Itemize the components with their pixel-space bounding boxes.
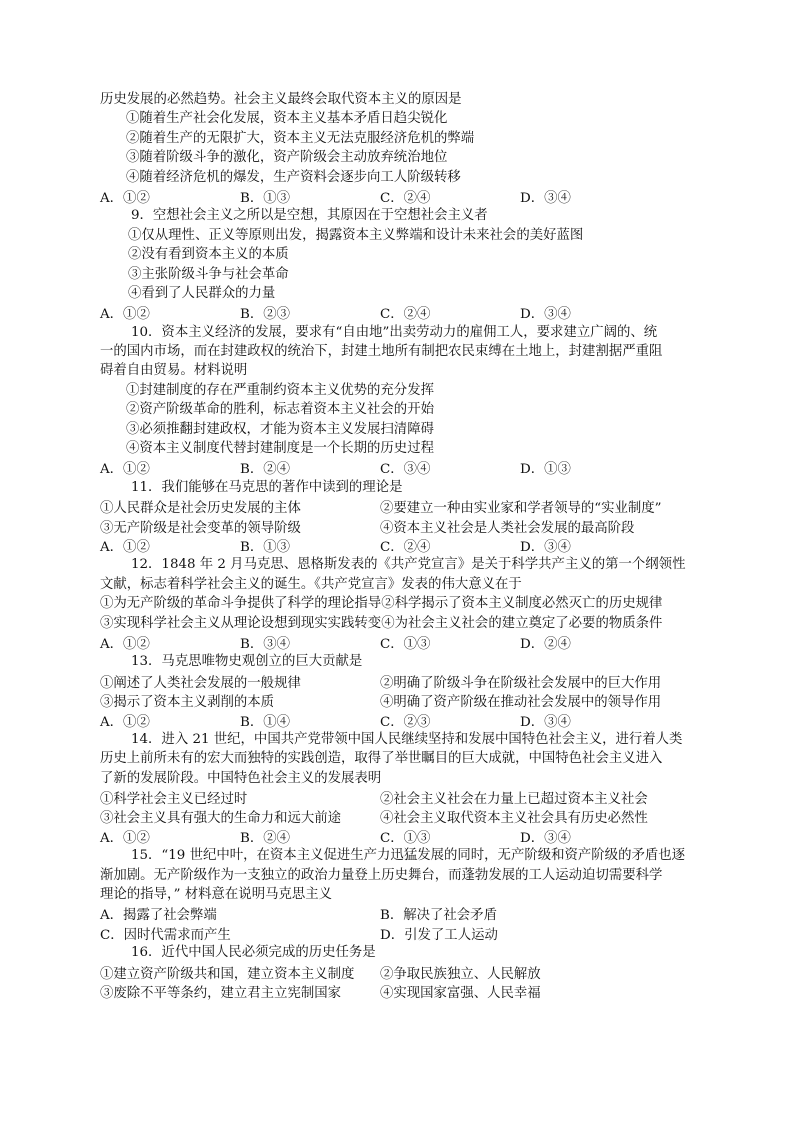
statement: ③实现科学社会主义从理论设想到现实实践转变④为社会主义社会的建立奠定了必要的物质条件: [100, 615, 663, 631]
statement: ②明确了阶级斗争在阶级社会发展中的巨大作用: [380, 675, 662, 691]
option-a: A．①②: [100, 190, 150, 206]
option-c: C．①③: [380, 830, 431, 846]
statement: ①随着生产社会化发展，资本主义基本矛盾日趋尖锐化: [126, 111, 448, 127]
answer-options: [100, 633, 700, 652]
statement: ②资产阶级革命的胜利，标志着资本主义社会的开始: [126, 402, 434, 418]
exam-page: [100, 90, 700, 1001]
question-16-stem: 16．近代中国人民必须完成的历史任务是: [131, 945, 376, 961]
statement: ②要建立一种由实业家和学者领导的“实业制度”: [380, 501, 662, 517]
statement-row: [100, 982, 700, 1001]
statement: ③随着阶级斗争的激化，资产阶级会主动放弃统治地位: [126, 150, 448, 166]
statement: ③废除不平等条约，建立君主立宪制国家: [100, 985, 342, 1001]
statement: ②没有看到资本主义的本质: [128, 247, 289, 263]
question-8-stem: 历史发展的必然趋势。社会主义最终会取代资本主义的原因是: [100, 92, 462, 107]
option-d: D．③④: [520, 307, 571, 323]
statement-row: [100, 807, 700, 826]
option-a: A．①②: [100, 714, 150, 730]
option-c: C．因时代需求而产生: [100, 927, 231, 943]
statement: ③揭示了资本主义剥削的本质: [100, 695, 275, 711]
answer-options: [100, 303, 700, 322]
question-12: [100, 555, 700, 652]
option-a: A．①②: [100, 539, 150, 555]
statement: ②社会主义社会在力量上已超过资本主义社会: [380, 792, 648, 808]
question-13-stem: 13．马克思唯物史观创立的巨大贡献是: [131, 654, 363, 670]
option-c: C．②④: [380, 190, 431, 206]
question-8: [100, 90, 700, 206]
question-9: [100, 206, 700, 322]
question-14-stem: 14．进入 21 世纪，中国共产党带领中国人民继续坚持和发展中国特色社会主义，进行着人类: [131, 731, 683, 747]
statement: ①仅从理性、正义等原则出发，揭露资本主义弊端和设计未来社会的美好蓝图: [128, 227, 584, 243]
statement-row: [100, 691, 700, 710]
statement-row: [100, 788, 700, 807]
question-14-stem: 历史上前所未有的宏大而独特的实践创造，取得了举世瞩目的巨大成就，中国特色社会主义进入: [100, 751, 663, 767]
answer-options: [100, 711, 700, 730]
option-d: D．③④: [520, 190, 571, 206]
question-10: [100, 323, 700, 478]
option-d: D．引发了工人运动: [380, 927, 498, 943]
option-b: B．①③: [240, 539, 291, 555]
option-b: B．②④: [240, 830, 291, 846]
answer-options: [100, 536, 700, 555]
statement: ①阐述了人类社会发展的一般规律: [100, 675, 301, 691]
option-c: C．②④: [380, 539, 431, 555]
option-c: C．①③: [380, 636, 431, 652]
question-10-stem: 一的国内市场，而在封建政权的统治下，封建土地所有制把农民束缚在土地上，封建割据严重阻: [100, 344, 663, 360]
statement: ③主张阶级斗争与社会革命: [128, 266, 289, 282]
statement: ①建立资产阶级共和国，建立资本主义制度: [100, 966, 355, 982]
option-b: B．③④: [240, 636, 291, 652]
question-10-stem: 10．资本主义经济的发展，要求有“自由地”出卖劳动力的雇佣工人，要求建立广阔的、统: [131, 324, 658, 340]
statement-row: [100, 672, 700, 691]
question-15: [100, 846, 700, 943]
option-a: A．①②: [100, 636, 150, 652]
option-a: A．揭露了社会弊端: [100, 908, 217, 924]
option-a: A．①②: [100, 462, 150, 478]
answer-options: [100, 827, 700, 846]
statement: ①为无产阶级的革命斗争提供了科学的理论指导②科学揭示了资本主义制度必然灭亡的历史规律: [100, 596, 663, 612]
option-b: B．①④: [240, 714, 291, 730]
option-b: B．解决了社会矛盾: [380, 908, 497, 924]
question-16: [100, 943, 700, 1001]
question-15-stem: 15．“19 世纪中叶，在资本主义促进生产力迅猛发展的同时，无产阶级和资产阶级的矛盾也逐: [131, 848, 686, 864]
statement: ④实现国家富强、人民幸福: [380, 985, 541, 1001]
question-10-stem: 碍着自由贸易。材料说明: [100, 363, 248, 379]
statement: ③社会主义具有强大的生命力和远大前途: [100, 811, 342, 827]
statement: ④随着经济危机的爆发，生产资料会逐步向工人阶级转移: [126, 169, 461, 185]
statement-row: [100, 517, 700, 536]
question-13: [100, 652, 700, 730]
option-d: D．②④: [520, 636, 571, 652]
question-15-stem: 理论的指导，” 材料意在说明马克思主义: [100, 887, 333, 903]
statement: ④看到了人民群众的力量: [128, 285, 276, 301]
question-12-stem: 12．1848 年 2 月马克思、恩格斯发表的《共产党宣言》是关于科学共产主义的第一个纲领性: [131, 557, 686, 573]
answer-options-row: [100, 904, 700, 923]
statement-row: [100, 497, 700, 516]
answer-options-row: [100, 924, 700, 943]
question-14: [100, 730, 700, 846]
statement: ①人民群众是社会历史发展的主体: [100, 501, 301, 517]
question-11: [100, 478, 700, 556]
option-c: C．②④: [380, 307, 431, 323]
option-b: B．①③: [240, 190, 291, 206]
question-12-stem: 文献，标志着科学社会主义的诞生。《共产党宣言》发表的伟大意义在于: [100, 576, 522, 592]
answer-options: [100, 458, 700, 477]
option-b: B．②③: [240, 307, 291, 323]
option-d: D．①③: [520, 462, 571, 478]
statement: ④社会主义取代资本主义社会具有历史必然性: [380, 811, 648, 827]
statement: ②随着生产的无限扩大，资本主义无法克服经济危机的弊端: [126, 130, 475, 146]
statement: ④资本主义社会是人类社会发展的最高阶段: [380, 520, 635, 536]
statement: ③无产阶级是社会变革的领导阶级: [100, 520, 301, 536]
option-d: D．③④: [520, 714, 571, 730]
option-d: D．③④: [520, 830, 571, 846]
option-a: A．①②: [100, 830, 150, 846]
question-14-stem: 了新的发展阶段。中国特色社会主义的发展表明: [100, 770, 382, 786]
question-11-stem: 11．我们能够在马克思的著作中读到的理论是: [131, 479, 403, 495]
option-b: B．②④: [240, 462, 291, 478]
question-9-stem: 9．空想社会主义之所以是空想，其原因在于空想社会主义者: [131, 208, 488, 224]
statement-row: [100, 963, 700, 982]
statement: ④明确了资产阶级在推动社会发展中的领导作用: [380, 695, 662, 711]
question-15-stem: 渐加剧。无产阶级作为一支独立的政治力量登上历史舞台，而蓬勃发展的工人运动迫切需要科学: [100, 867, 663, 883]
option-c: C．②③: [380, 714, 431, 730]
statement: ④资本主义制度代替封建制度是一个长期的历史过程: [126, 441, 434, 457]
statement: ②争取民族独立、人民解放: [380, 966, 541, 982]
option-a: A．①②: [100, 307, 150, 323]
answer-options: [100, 187, 700, 206]
statement: ①科学社会主义已经过时: [100, 792, 248, 808]
statement: ③必须推翻封建政权，才能为资本主义发展扫清障碍: [126, 421, 434, 437]
option-d: D．③④: [520, 539, 571, 555]
statement: ①封建制度的存在严重制约资本主义优势的充分发挥: [126, 382, 434, 398]
option-c: C．③④: [380, 462, 431, 478]
